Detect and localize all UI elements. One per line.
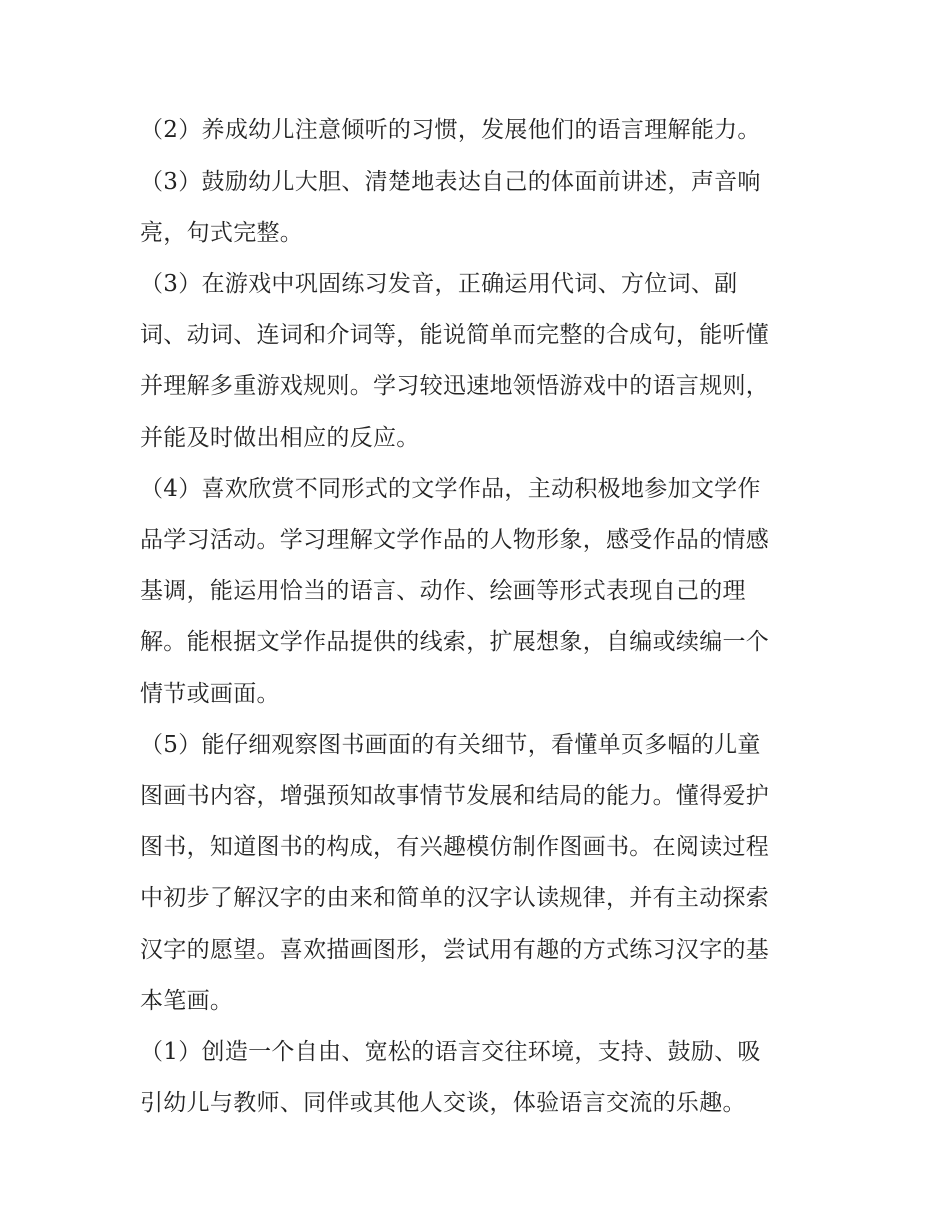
text-line: 并能及时做出相应的反应。 — [140, 425, 420, 451]
text-line: 图画书内容，增强预知故事情节发展和结局的能力。懂得爱护 — [140, 783, 770, 809]
text-line: 汉字的愿望。喜欢描画图形，尝试用有趣的方式练习汉字的基 — [140, 937, 770, 963]
text-line: 图书，知道图书的构成，有兴趣模仿制作图画书。在阅读过程 — [140, 834, 770, 860]
text-line: 中初步了解汉字的由来和简单的汉字认读规律，并有主动探索 — [140, 885, 770, 911]
text-line: （1）创造一个自由、宽松的语言交往环境，支持、鼓励、吸 — [140, 1039, 761, 1065]
text-line: 亮，句式完整。 — [140, 220, 304, 246]
text-line: （3）鼓励幼儿大胆、清楚地表达自己的体面前讲述，声音响 — [140, 169, 761, 195]
text-line: 解。能根据文学作品提供的线索，扩展想象，自编或续编一个 — [140, 629, 770, 655]
text-line: 本笔画。 — [140, 988, 234, 1014]
text-line: 词、动词、连词和介词等，能说简单而完整的合成句，能听懂 — [140, 322, 770, 348]
text-line: （3）在游戏中巩固练习发音，正确运用代词、方位词、副 — [140, 271, 738, 297]
text-line: （5）能仔细观察图书画面的有关细节，看懂单页多幅的儿童 — [140, 732, 761, 758]
text-line: 引幼儿与教师、同伴或其他人交谈，体验语言交流的乐趣。 — [140, 1090, 746, 1116]
text-line: 并理解多重游戏规则。学习较迅速地领悟游戏中的语言规则， — [140, 373, 770, 399]
text-line: （2）养成幼儿注意倾听的习惯，发展他们的语言理解能力。 — [140, 117, 761, 143]
text-line: 情节或画面。 — [140, 681, 280, 707]
text-line: 基调，能运用恰当的语言、动作、绘画等形式表现自己的理 — [140, 578, 746, 604]
text-line: 品学习活动。学习理解文学作品的人物形象，感受作品的情感 — [140, 527, 770, 553]
text-line: （4）喜欢欣赏不同形式的文学作品，主动积极地参加文学作 — [140, 476, 761, 502]
